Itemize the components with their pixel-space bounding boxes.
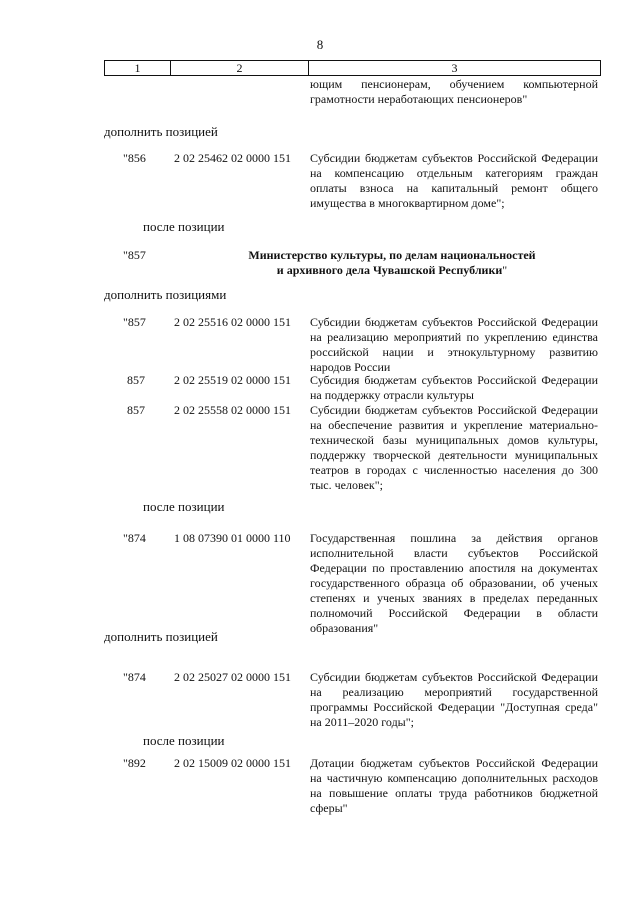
- entry-kbk: 2 02 25519 02 0000 151: [174, 373, 291, 387]
- ministry-title-line1: Министерство культуры, по делам национальностей: [248, 248, 536, 262]
- entry-kbk: 2 02 25462 02 0000 151: [174, 151, 291, 165]
- entry-text: Дотации бюджетам субъектов Российской Федерации на частичную компенсацию дополнительных расходов на повышение оплаты труда работников бюджетной сферы": [310, 756, 598, 815]
- instruction-add-position: дополнить позицией: [104, 124, 218, 139]
- entry-text: Государственная пошлина за действия органов исполнительной власти субъектов Российской Федерации по проставлению апостиля на документах государственного образца об образовании, об ученых степенях и ученых званиях в пределах переданных полномочий Российской Федерации в области образования": [310, 531, 598, 635]
- entry-code: "856: [123, 151, 146, 165]
- instruction-after-position: после позиции: [143, 499, 225, 514]
- entry-kbk: 2 02 25558 02 0000 151: [174, 403, 291, 417]
- entry-text: Субсидии бюджетам субъектов Российской Федерации на реализацию мероприятий государственной программы Российской Федерации "Доступная среда" на 2011–2020 годы";: [310, 670, 598, 729]
- closing-quote: ": [502, 263, 508, 277]
- ministry-title-line2-text: и архивного дела Чувашской Республики: [276, 263, 503, 277]
- entry-code: "874: [123, 531, 146, 545]
- entry-kbk: 2 02 15009 02 0000 151: [174, 756, 291, 770]
- entry-code: "892: [123, 756, 146, 770]
- entry-kbk: 1 08 07390 01 0000 110: [174, 531, 291, 545]
- header-col-2: 2: [171, 61, 309, 75]
- header-col-1: 1: [105, 61, 171, 75]
- entry-code: 857: [127, 373, 145, 387]
- entry-text: Субсидии бюджетам субъектов Российской Федерации на реализацию мероприятий по укреплению единства российской нации и этнокультурному развитию народов России: [310, 315, 598, 374]
- entry-text: Субсидия бюджетам субъектов Российской Федерации на поддержку отрасли культуры: [310, 373, 598, 402]
- carryover-text: ющим пенсионерам, обучением компьютерной грамотности неработающих пенсионеров": [310, 77, 598, 106]
- entry-text: Субсидии бюджетам субъектов Российской Федерации на обеспечение развития и укрепление материально-технической базы муниципальных домов культуры, поддержку творческой деятельности муниципальных театров в городах с численностью населения до 300 тыс. человек";: [310, 403, 598, 492]
- table-header: [104, 60, 601, 76]
- header-col-3: 3: [451, 61, 458, 75]
- ministry-title: [232, 248, 552, 278]
- entry-text: Субсидии бюджетам субъектов Российской Федерации на компенсацию отдельным категориям граждан оплаты взноса на капитальный ремонт общего имущества в многоквартирном доме";: [310, 151, 598, 210]
- entry-code: "857: [123, 315, 146, 329]
- instruction-add-position: дополнить позицией: [104, 629, 218, 644]
- entry-code: "857: [123, 248, 146, 262]
- entry-kbk: 2 02 25027 02 0000 151: [174, 670, 291, 684]
- page-number: 8: [316, 37, 324, 52]
- instruction-after-position: после позиции: [143, 733, 225, 748]
- instruction-add-positions: дополнить позициями: [104, 287, 227, 302]
- entry-code: 857: [127, 403, 145, 417]
- ministry-title-line2: [232, 263, 552, 278]
- entry-kbk: 2 02 25516 02 0000 151: [174, 315, 291, 329]
- instruction-after-position: после позиции: [143, 219, 225, 234]
- entry-code: "874: [123, 670, 146, 684]
